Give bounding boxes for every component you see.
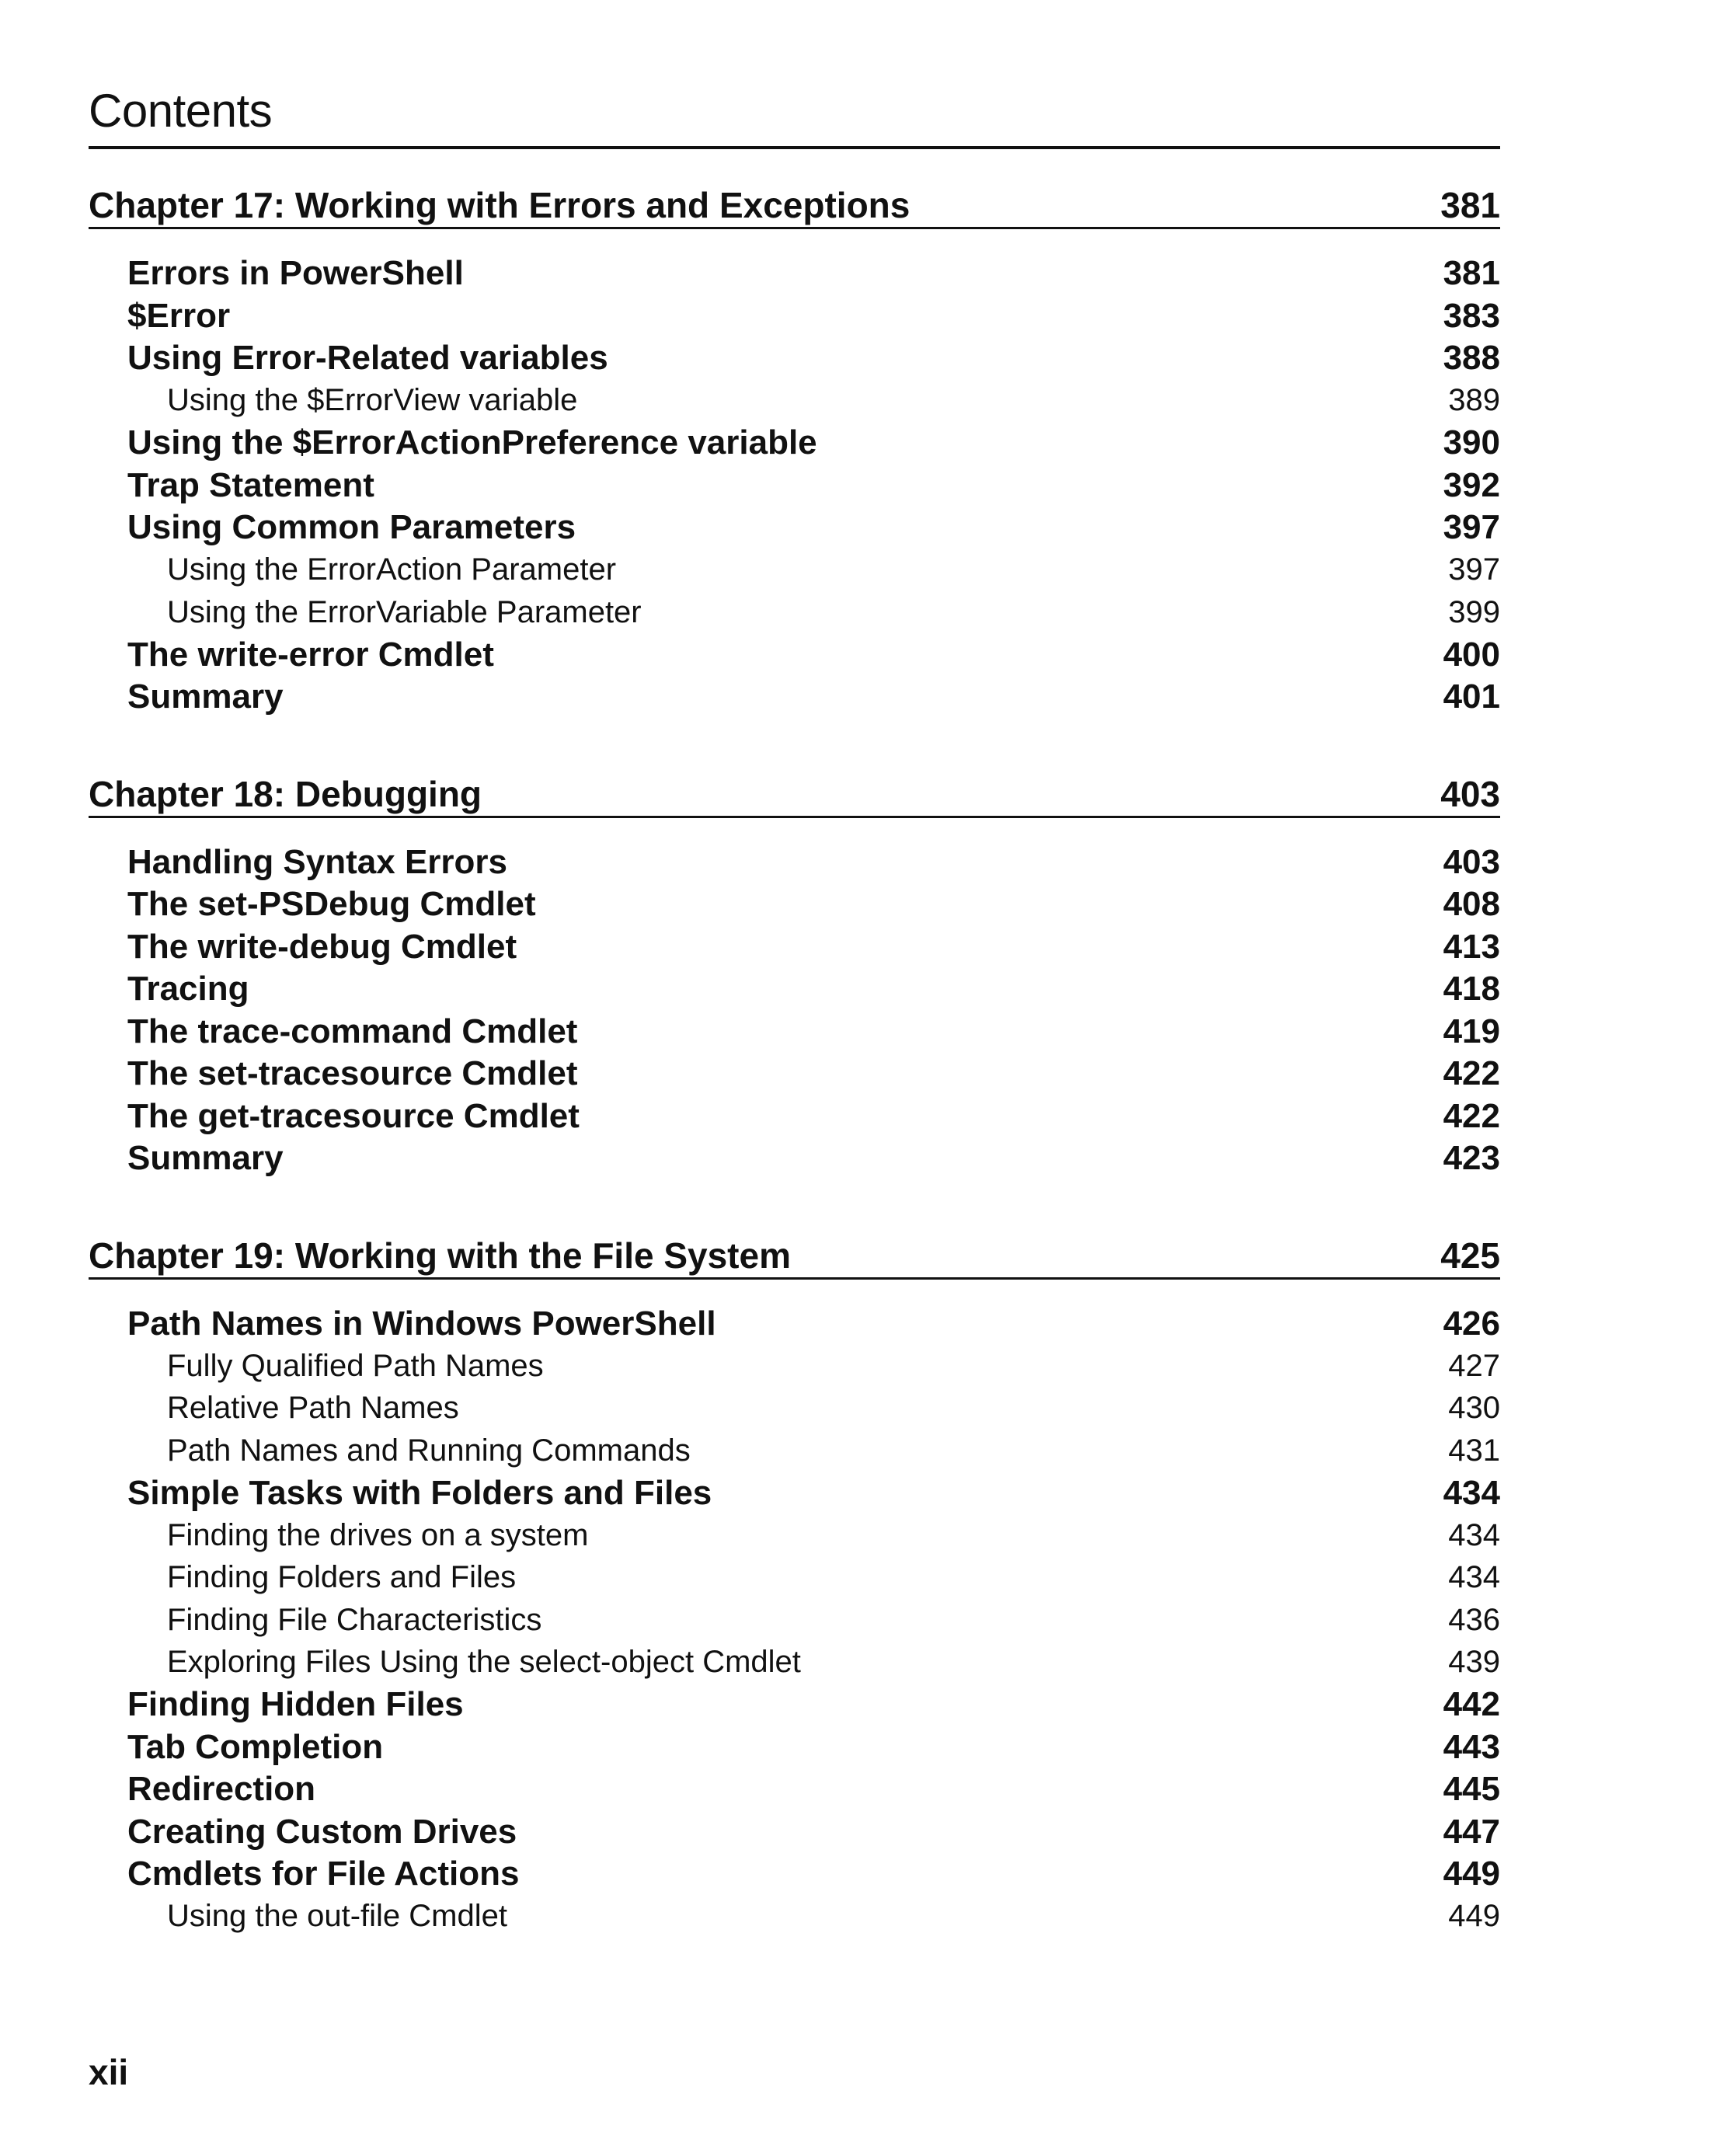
toc-subentry[interactable] [89,1599,1500,1642]
toc-entry[interactable] [89,295,1500,338]
toc-subentry[interactable] [89,1345,1500,1388]
entry-page: 399 [1448,594,1500,629]
entry-page: 434 [1448,1517,1500,1552]
entry-title: The write-debug Cmdlet [127,927,517,966]
chapter-page: 403 [1440,773,1500,814]
entry-title: The set-PSDebug Cmdlet [127,885,536,924]
toc-entry[interactable] [89,634,1500,677]
toc-subentry[interactable] [89,1430,1500,1472]
entry-page: 442 [1443,1685,1500,1724]
entry-title: Using the ErrorAction Parameter [167,552,617,587]
chapter-heading[interactable] [89,1234,1500,1280]
entry-page: 408 [1443,885,1500,924]
chapter-heading[interactable] [89,183,1500,229]
toc-entry[interactable] [89,1095,1500,1138]
entry-title: Finding File Characteristics [167,1602,542,1637]
entry-title: Summary [127,677,284,716]
entry-page: 430 [1448,1391,1500,1426]
entry-page: 423 [1443,1139,1500,1178]
entry-title: Tab Completion [127,1727,384,1766]
toc-entry[interactable] [89,507,1500,549]
toc-entry[interactable] [89,1472,1500,1515]
entry-title: Relative Path Names [167,1391,459,1426]
toc-entry[interactable] [89,253,1500,295]
entry-title: Finding Hidden Files [127,1685,464,1724]
entry-page: 422 [1443,1096,1500,1135]
entry-page: 431 [1448,1433,1500,1468]
entry-title: The write-error Cmdlet [127,635,494,674]
toc-entry[interactable] [89,1053,1500,1095]
entry-title: Handling Syntax Errors [127,842,508,881]
toc-subentry[interactable] [89,1642,1500,1684]
toc-entry[interactable] [89,1768,1500,1811]
toc-entry[interactable] [89,422,1500,465]
entry-title: The set-tracesource Cmdlet [127,1054,578,1093]
entry-title: Exploring Files Using the select-object Cmdlet [167,1645,801,1680]
toc-entry[interactable] [89,968,1500,1011]
entry-page: 413 [1443,927,1500,966]
page-title: Contents [89,85,273,137]
chapter-entries [89,253,1500,719]
entry-page: 434 [1443,1473,1500,1512]
entry-title: The trace-command Cmdlet [127,1012,578,1050]
entry-page: 381 [1443,254,1500,293]
toc-entry[interactable] [89,1137,1500,1180]
toc-entry[interactable] [89,1303,1500,1346]
entry-title: Cmdlets for File Actions [127,1855,520,1893]
entry-title: Simple Tasks with Folders and Files [127,1473,712,1512]
entry-page: 436 [1448,1602,1500,1637]
toc-entry[interactable] [89,1726,1500,1769]
toc-entry[interactable] [89,1853,1500,1896]
entry-title: Redirection [127,1770,316,1809]
toc-entry[interactable] [89,841,1500,884]
entry-title: $Error [127,296,231,335]
entry-page: 447 [1443,1812,1500,1851]
entry-title: Finding Folders and Files [167,1560,517,1595]
entry-page: 392 [1443,465,1500,504]
chapter-17 [89,183,1500,719]
entry-page: 397 [1443,508,1500,547]
entry-title: Trap Statement [127,465,374,504]
entry-title: Using Common Parameters [127,508,576,547]
chapter-entries [89,1303,1500,1938]
chapter-18 [89,772,1500,1180]
toc-entry[interactable] [89,1011,1500,1054]
entry-page: 426 [1443,1304,1500,1343]
entry-title: Fully Qualified Path Names [167,1348,544,1383]
entry-page: 388 [1443,339,1500,378]
entry-title: Path Names and Running Commands [167,1433,691,1468]
chapter-title: Chapter 19: Working with the File System [89,1235,791,1276]
chapter-heading[interactable] [89,772,1500,818]
entry-title: Using the out-file Cmdlet [167,1899,507,1934]
entry-page: 419 [1443,1012,1500,1050]
entry-title: Path Names in Windows PowerShell [127,1304,716,1343]
entry-page: 418 [1443,970,1500,1008]
entry-title: Summary [127,1139,284,1178]
entry-page: 401 [1443,677,1500,716]
toc-subentry[interactable] [89,1557,1500,1600]
page-number: xii [89,2052,129,2092]
entry-title: Errors in PowerShell [127,254,464,293]
entry-title: Using the $ErrorView variable [167,383,578,418]
entry-page: 449 [1443,1855,1500,1893]
toc-entry[interactable] [89,465,1500,507]
entry-page: 389 [1448,383,1500,418]
toc-subentry[interactable] [89,1514,1500,1557]
entry-page: 390 [1443,423,1500,462]
entry-title: Tracing [127,970,249,1008]
entry-title: Using Error-Related variables [127,339,608,378]
toc-entry[interactable] [89,676,1500,719]
toc-entry[interactable] [89,1684,1500,1726]
entry-page: 434 [1448,1560,1500,1595]
toc-subentry[interactable] [89,591,1500,634]
entry-title: Creating Custom Drives [127,1812,517,1851]
toc-entry[interactable] [89,337,1500,380]
entry-page: 443 [1443,1727,1500,1766]
toc-subentry[interactable] [89,1388,1500,1430]
toc-entry[interactable] [89,883,1500,926]
chapter-title: Chapter 17: Working with Errors and Exceptions [89,185,910,225]
chapter-page: 381 [1440,185,1500,225]
chapter-title: Chapter 18: Debugging [89,773,482,814]
toc-entry[interactable] [89,926,1500,969]
entry-page: 427 [1448,1348,1500,1383]
chapter-page: 425 [1440,1235,1500,1276]
entry-page: 422 [1443,1054,1500,1093]
chapter-19 [89,1234,1500,1938]
toc-subentry[interactable] [89,549,1500,592]
entry-title: The get-tracesource Cmdlet [127,1096,580,1135]
chapter-entries [89,841,1500,1180]
toc-subentry[interactable] [89,1896,1500,1938]
entry-page: 383 [1443,296,1500,335]
page-header [89,84,1500,149]
entry-page: 397 [1448,552,1500,587]
entry-page: 400 [1443,635,1500,674]
entry-title: Using the ErrorVariable Parameter [167,594,642,629]
entry-page: 403 [1443,842,1500,881]
toc [89,183,1500,1938]
toc-subentry[interactable] [89,380,1500,423]
entry-page: 445 [1443,1770,1500,1809]
entry-title: Finding the drives on a system [167,1517,589,1552]
entry-page: 449 [1448,1899,1500,1934]
entry-page: 439 [1448,1645,1500,1680]
toc-entry[interactable] [89,1811,1500,1854]
entry-title: Using the $ErrorActionPreference variable [127,423,817,462]
